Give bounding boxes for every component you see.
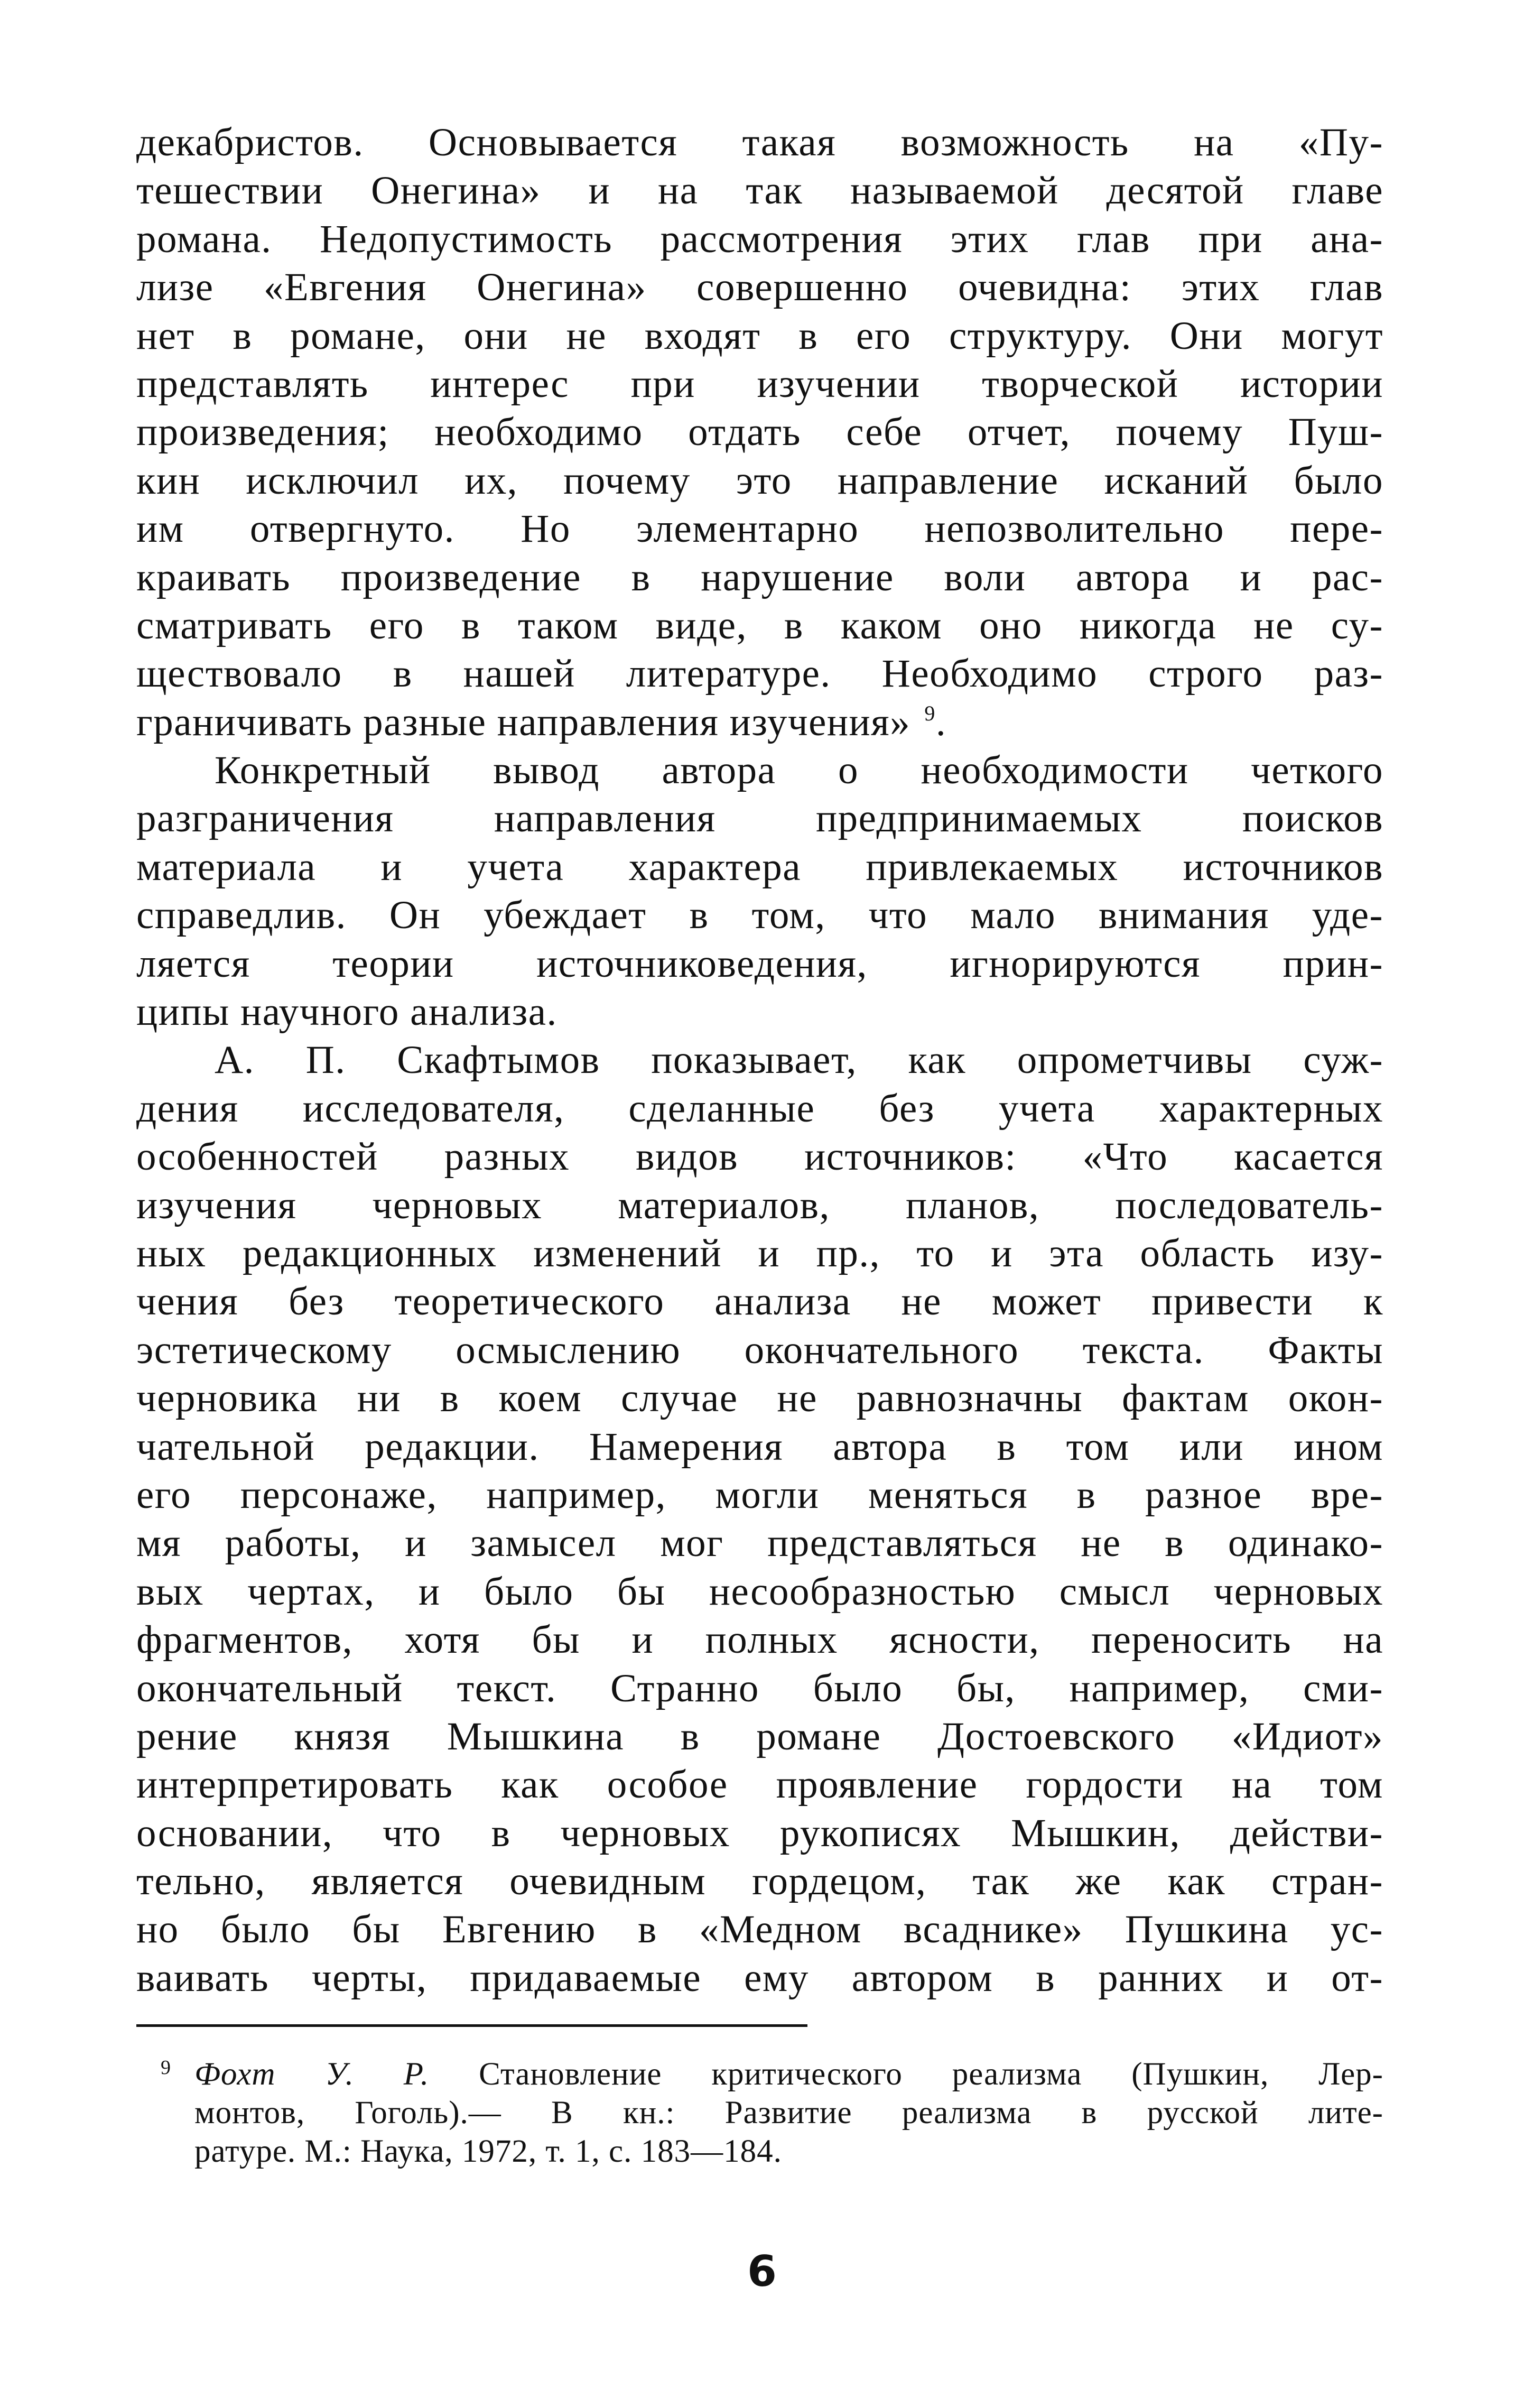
text-line: лизе «Евгения Онегина» совершенно очевидна: этих глав bbox=[136, 265, 1383, 310]
text-line: эстетическому осмыслению окончательного текста. Факты bbox=[136, 1328, 1383, 1372]
footnote-text: Становление критического реализма (Пушкин, Лер- bbox=[479, 2057, 1383, 2092]
text-line: тельно, является очевидным гордецом, так же как стран- bbox=[136, 1859, 1383, 1904]
text-line: изучения черновых материалов, планов, последователь- bbox=[136, 1183, 1383, 1227]
text-line: вых чертах, и было бы несообразностью смысл черновых bbox=[136, 1569, 1383, 1614]
text-line: ваивать черты, придаваемые ему автором в ранних и от- bbox=[136, 1956, 1383, 2000]
text-line: им отвергнуто. Но элементарно непозволительно пере- bbox=[136, 507, 1383, 551]
text-line: особенностей разных видов источников: «Что касается bbox=[136, 1135, 1383, 1179]
text-line: рение князя Мышкина в романе Достоевского «Идиот» bbox=[136, 1714, 1383, 1758]
text-line: окончательный текст. Странно было бы, например, сми- bbox=[136, 1666, 1383, 1710]
text-line: основании, что в черновых рукописях Мышкин, действи- bbox=[136, 1811, 1383, 1855]
text-line: сматривать его в таком виде, в каком оно никогда не су- bbox=[136, 603, 1383, 647]
text-line: черновика ни в коем случае не равнозначны фактам окон- bbox=[136, 1376, 1383, 1421]
text-line-content: граничивать разные направления изучения» bbox=[136, 700, 911, 744]
text-line: тешествии Онегина» и на так называемой десятой главе bbox=[136, 169, 1383, 213]
text-line: представлять интерес при изучении творческой истории bbox=[136, 362, 1383, 406]
text-line: краивать произведение в нарушение воли автора и рас- bbox=[136, 555, 1383, 599]
page-number: 6 bbox=[747, 2247, 777, 2296]
footnote-line: монтов, Гоголь).— В кн.: Развитие реализма в русской лите- bbox=[194, 2095, 1383, 2131]
text-line: но было бы Евгению в «Медном всаднике» Пушкина ус- bbox=[136, 1907, 1383, 1952]
text-line: материала и учета характера привлекаемых источников bbox=[136, 845, 1383, 889]
footnote-line bbox=[136, 2055, 1383, 2094]
text-line: разграничения направления предпринимаемых поисков bbox=[136, 797, 1383, 841]
footnote bbox=[136, 2055, 1383, 2171]
text-line: дения исследователя, сделанные без учета характерных bbox=[136, 1086, 1383, 1131]
text-line: ципы научного анализа. bbox=[136, 990, 557, 1034]
footnote-reference[interactable]: 9 bbox=[924, 701, 936, 725]
text-line: нет в романе, они не входят в его структуру. Они могут bbox=[136, 313, 1383, 358]
footnote-divider bbox=[136, 2024, 807, 2027]
footnote-author: Фохт У. Р. bbox=[194, 2057, 430, 2092]
sentence-end-period: . bbox=[935, 700, 947, 744]
text-line: кин исключил их, почему это направление исканий было bbox=[136, 458, 1383, 503]
text-line: ных редакционных изменений и пр., то и эта область изу- bbox=[136, 1231, 1383, 1275]
paragraph-first-line: А. П. Скафтымов показывает, как опрометчивы суж- bbox=[215, 1038, 1383, 1082]
text-line: произведения; необходимо отдать себе отчет, почему Пуш- bbox=[136, 410, 1383, 455]
text-line: ществовало в нашей литературе. Необходимо строго раз- bbox=[136, 652, 1383, 696]
text-line: декабристов. Основывается такая возможность на «Пу- bbox=[136, 121, 1383, 164]
text-line: интерпретировать как особое проявление гордости на том bbox=[136, 1763, 1383, 1807]
text-line: его персонаже, например, могли меняться в разное вре- bbox=[136, 1472, 1383, 1517]
text-line: справедлив. Он убеждает в том, что мало внимания уде- bbox=[136, 893, 1383, 938]
text-line: ляется теории источниковедения, игнорируются прин- bbox=[136, 941, 1383, 986]
text-line: чения без теоретического анализа не может привести к bbox=[136, 1280, 1383, 1324]
paragraph-first-line: Конкретный вывод автора о необходимости четкого bbox=[215, 748, 1383, 793]
text-line: чательной редакции. Намерения автора в том или ином bbox=[136, 1424, 1383, 1469]
main-text bbox=[136, 118, 1383, 2002]
text-line bbox=[136, 698, 1383, 746]
footnote-line: ратуре. М.: Наука, 1972, т. 1, с. 183—184. bbox=[194, 2134, 782, 2169]
text-line: фрагментов, хотя бы и полных ясности, переносить на bbox=[136, 1618, 1383, 1662]
text-line: мя работы, и замысел мог представляться не в одинако- bbox=[136, 1521, 1383, 1566]
footnote-marker: 9 bbox=[161, 2057, 171, 2079]
text-line: романа. Недопустимость рассмотрения этих глав при ана- bbox=[136, 217, 1383, 261]
